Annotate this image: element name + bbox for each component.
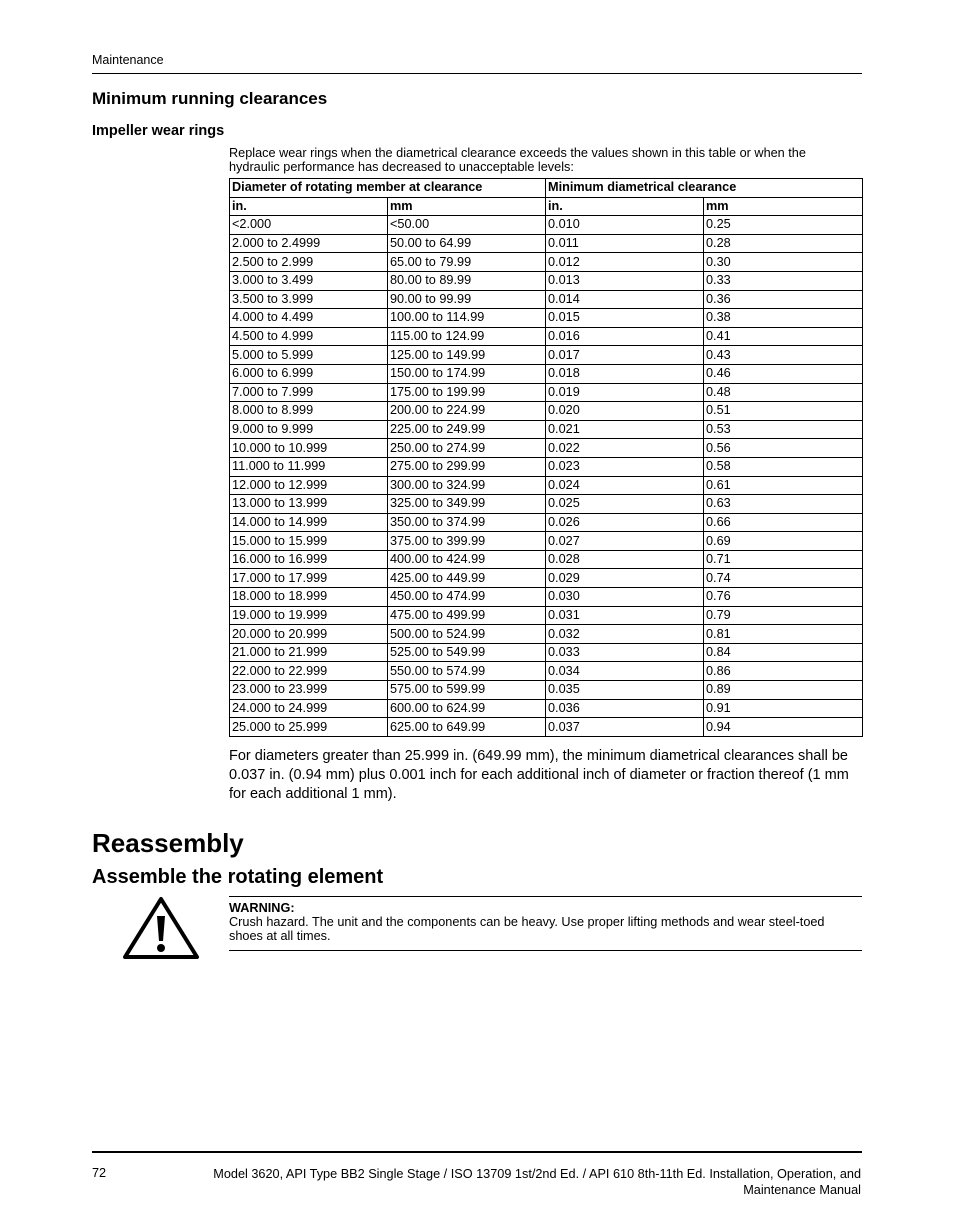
warning-rule-bottom — [229, 950, 862, 951]
table-cell: 175.00 to 199.99 — [388, 383, 546, 402]
table-cell: 0.28 — [704, 234, 863, 253]
table-cell: 0.84 — [704, 643, 863, 662]
table-cell: 15.000 to 15.999 — [230, 532, 388, 551]
table-cell: 0.012 — [546, 253, 704, 272]
table-cell: 13.000 to 13.999 — [230, 495, 388, 514]
intro-paragraph: Replace wear rings when the diametrical clearance exceeds the values shown in this table or when the hydraulic performance has decreased to unacceptable levels: — [229, 146, 806, 174]
page-number: 72 — [92, 1166, 107, 1180]
table-cell: 150.00 to 174.99 — [388, 364, 546, 383]
table-row — [230, 383, 863, 402]
table-cell: 0.33 — [704, 271, 863, 290]
table-cell: 0.91 — [704, 699, 863, 718]
table-header-unit: mm — [704, 197, 863, 216]
table-header-diameter: Diameter of rotating member at clearance — [230, 179, 546, 198]
table-cell: 100.00 to 114.99 — [388, 309, 546, 328]
table-cell: 0.015 — [546, 309, 704, 328]
table-cell: 0.56 — [704, 439, 863, 458]
table-cell: 0.46 — [704, 364, 863, 383]
table-cell: 19.000 to 19.999 — [230, 606, 388, 625]
table-cell: 625.00 to 649.99 — [388, 718, 546, 737]
table-cell: 0.023 — [546, 457, 704, 476]
table-cell: 0.66 — [704, 513, 863, 532]
table-cell: 6.000 to 6.999 — [230, 364, 388, 383]
table-cell: 50.00 to 64.99 — [388, 234, 546, 253]
table-row — [230, 513, 863, 532]
table-row — [230, 681, 863, 700]
warning-triangle-icon — [122, 896, 200, 960]
table-row — [230, 402, 863, 421]
table-cell: 3.500 to 3.999 — [230, 290, 388, 309]
table-header-unit: in. — [230, 197, 388, 216]
table-row — [230, 271, 863, 290]
table-cell: 22.000 to 22.999 — [230, 662, 388, 681]
table-cell: 550.00 to 574.99 — [388, 662, 546, 681]
table-cell: 575.00 to 599.99 — [388, 681, 546, 700]
table-cell: 475.00 to 499.99 — [388, 606, 546, 625]
table-cell: 0.020 — [546, 402, 704, 421]
table-row — [230, 439, 863, 458]
table-row — [230, 327, 863, 346]
table-cell: 0.61 — [704, 476, 863, 495]
table-cell: 9.000 to 9.999 — [230, 420, 388, 439]
table-cell: 2.500 to 2.999 — [230, 253, 388, 272]
table-cell: 425.00 to 449.99 — [388, 569, 546, 588]
table-cell: 90.00 to 99.99 — [388, 290, 546, 309]
table-row — [230, 662, 863, 681]
table-cell: 0.028 — [546, 550, 704, 569]
table-cell: 17.000 to 17.999 — [230, 569, 388, 588]
table-cell: 0.011 — [546, 234, 704, 253]
table-unit-header-row — [230, 197, 863, 216]
warning-title: WARNING: — [229, 901, 295, 915]
table-cell: 23.000 to 23.999 — [230, 681, 388, 700]
table-cell: 125.00 to 149.99 — [388, 346, 546, 365]
table-cell: 115.00 to 124.99 — [388, 327, 546, 346]
table-header-unit: mm — [388, 197, 546, 216]
table-cell: 0.58 — [704, 457, 863, 476]
table-row — [230, 457, 863, 476]
table-row — [230, 346, 863, 365]
table-cell: 0.017 — [546, 346, 704, 365]
table-cell: 0.037 — [546, 718, 704, 737]
table-row — [230, 309, 863, 328]
table-cell: 300.00 to 324.99 — [388, 476, 546, 495]
table-cell: 0.013 — [546, 271, 704, 290]
table-cell: 0.25 — [704, 216, 863, 235]
table-row — [230, 476, 863, 495]
table-cell: 0.031 — [546, 606, 704, 625]
table-cell: 0.024 — [546, 476, 704, 495]
table-cell: 375.00 to 399.99 — [388, 532, 546, 551]
table-cell: 0.81 — [704, 625, 863, 644]
table-row — [230, 420, 863, 439]
running-header: Maintenance — [92, 53, 164, 67]
table-cell: 0.035 — [546, 681, 704, 700]
table-cell: 25.000 to 25.999 — [230, 718, 388, 737]
table-cell: 0.43 — [704, 346, 863, 365]
table-row — [230, 532, 863, 551]
table-cell: 21.000 to 21.999 — [230, 643, 388, 662]
heading-reassembly: Reassembly — [92, 828, 244, 858]
table-cell: 525.00 to 549.99 — [388, 643, 546, 662]
table-cell: 16.000 to 16.999 — [230, 550, 388, 569]
table-cell: 3.000 to 3.499 — [230, 271, 388, 290]
table-row — [230, 718, 863, 737]
table-cell: 4.500 to 4.999 — [230, 327, 388, 346]
table-cell: 0.30 — [704, 253, 863, 272]
table-cell: 0.69 — [704, 532, 863, 551]
table-row — [230, 606, 863, 625]
table-row — [230, 234, 863, 253]
table-cell: 500.00 to 524.99 — [388, 625, 546, 644]
table-cell: <50.00 — [388, 216, 546, 235]
table-cell: 0.027 — [546, 532, 704, 551]
table-cell: 0.018 — [546, 364, 704, 383]
table-cell: 18.000 to 18.999 — [230, 588, 388, 607]
table-cell: 350.00 to 374.99 — [388, 513, 546, 532]
table-cell: 0.026 — [546, 513, 704, 532]
table-cell: 0.029 — [546, 569, 704, 588]
table-cell: 250.00 to 274.99 — [388, 439, 546, 458]
table-cell: 0.89 — [704, 681, 863, 700]
clearance-table — [229, 178, 863, 737]
table-cell: 600.00 to 624.99 — [388, 699, 546, 718]
table-cell: 0.022 — [546, 439, 704, 458]
table-group-header-row — [230, 179, 863, 198]
table-cell: 0.36 — [704, 290, 863, 309]
table-cell: 0.74 — [704, 569, 863, 588]
table-cell: 0.79 — [704, 606, 863, 625]
warning-rule-top — [229, 896, 862, 897]
table-cell: 325.00 to 349.99 — [388, 495, 546, 514]
table-cell: 0.014 — [546, 290, 704, 309]
table-cell: 0.63 — [704, 495, 863, 514]
table-cell: 5.000 to 5.999 — [230, 346, 388, 365]
table-cell: 200.00 to 224.99 — [388, 402, 546, 421]
table-cell: 24.000 to 24.999 — [230, 699, 388, 718]
table-cell: 0.94 — [704, 718, 863, 737]
table-cell: 0.032 — [546, 625, 704, 644]
table-cell: 0.41 — [704, 327, 863, 346]
table-cell: <2.000 — [230, 216, 388, 235]
table-cell: 14.000 to 14.999 — [230, 513, 388, 532]
table-cell: 20.000 to 20.999 — [230, 625, 388, 644]
table-row — [230, 216, 863, 235]
table-cell: 0.019 — [546, 383, 704, 402]
table-cell: 0.51 — [704, 402, 863, 421]
table-cell: 400.00 to 424.99 — [388, 550, 546, 569]
oversize-note: For diameters greater than 25.999 in. (649.99 mm), the minimum diametrical clearances shall be 0.037 in. (0.94 mm) plus 0.001 inch for each additional inch of diameter or fraction thereof (1 mm for each additional 1 mm). — [229, 748, 849, 802]
table-cell: 0.76 — [704, 588, 863, 607]
table-row — [230, 495, 863, 514]
table-cell: 0.71 — [704, 550, 863, 569]
table-cell: 0.38 — [704, 309, 863, 328]
table-cell: 2.000 to 2.4999 — [230, 234, 388, 253]
table-cell: 0.010 — [546, 216, 704, 235]
table-cell: 0.034 — [546, 662, 704, 681]
table-cell: 10.000 to 10.999 — [230, 439, 388, 458]
table-cell: 4.000 to 4.499 — [230, 309, 388, 328]
table-cell: 450.00 to 474.99 — [388, 588, 546, 607]
table-cell: 11.000 to 11.999 — [230, 457, 388, 476]
table-cell: 0.016 — [546, 327, 704, 346]
table-cell: 0.025 — [546, 495, 704, 514]
table-cell: 12.000 to 12.999 — [230, 476, 388, 495]
table-cell: 225.00 to 249.99 — [388, 420, 546, 439]
header-rule — [92, 73, 862, 74]
table-row — [230, 699, 863, 718]
table-cell: 0.53 — [704, 420, 863, 439]
table-cell: 0.48 — [704, 383, 863, 402]
table-row — [230, 364, 863, 383]
table-cell: 8.000 to 8.999 — [230, 402, 388, 421]
heading-assemble-rotating-element: Assemble the rotating element — [92, 866, 384, 888]
table-cell: 0.036 — [546, 699, 704, 718]
table-row — [230, 253, 863, 272]
table-cell: 65.00 to 79.99 — [388, 253, 546, 272]
table-header-clearance: Minimum diametrical clearance — [546, 179, 863, 198]
table-row — [230, 625, 863, 644]
table-row — [230, 643, 863, 662]
footer-rule — [92, 1151, 862, 1153]
table-row — [230, 569, 863, 588]
table-row — [230, 290, 863, 309]
table-cell: 0.033 — [546, 643, 704, 662]
table-cell: 0.030 — [546, 588, 704, 607]
warning-text: Crush hazard. The unit and the components can be heavy. Use proper lifting methods and wear steel-toed shoes at all times. — [229, 915, 825, 943]
table-cell: 80.00 to 89.99 — [388, 271, 546, 290]
heading-minimum-running-clearances: Minimum running clearances — [92, 89, 328, 108]
table-cell: 7.000 to 7.999 — [230, 383, 388, 402]
table-cell: 275.00 to 299.99 — [388, 457, 546, 476]
table-row — [230, 588, 863, 607]
heading-impeller-wear-rings: Impeller wear rings — [92, 123, 225, 139]
table-cell: 0.021 — [546, 420, 704, 439]
table-cell: 0.86 — [704, 662, 863, 681]
table-row — [230, 550, 863, 569]
footer-title: Model 3620, API Type BB2 Single Stage / ISO 13709 1st/2nd Ed. / API 610 8th-11th Ed. Installation, Operation, and Maintenance Manual — [213, 1167, 861, 1197]
table-header-unit: in. — [546, 197, 704, 216]
